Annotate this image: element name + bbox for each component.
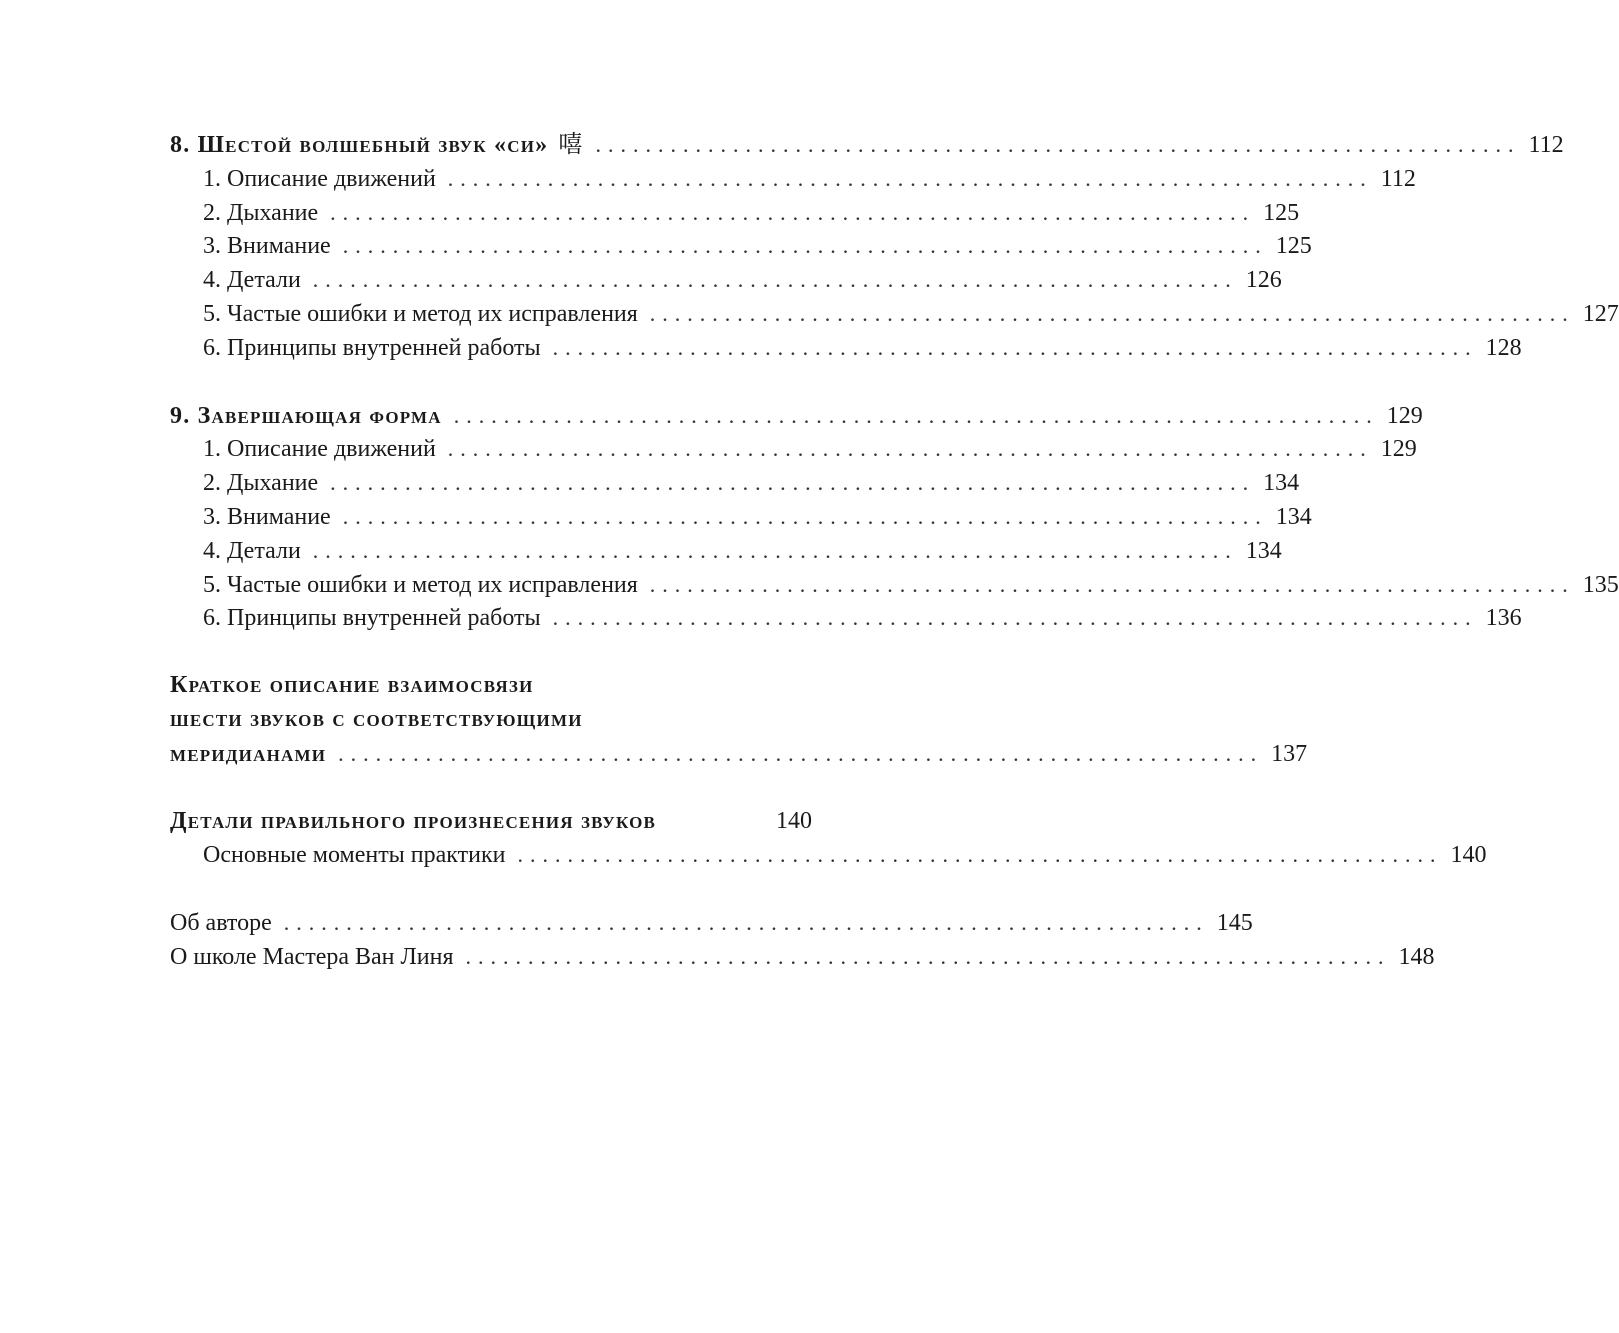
toc-page-number: 148 [1398,943,1435,970]
dot-leader: .......................................................................... [447,436,1373,462]
toc-entry-title: О школе Мастера Ван Линя [170,943,454,970]
toc-section-appendix [170,906,1435,974]
toc-heading[interactable] [170,805,812,839]
toc-entry-title: 4. Детали [203,267,301,294]
toc-entry-title: 3. Внимание [203,233,331,260]
dot-leader: .......................................................................... [552,334,1478,360]
toc-page-number: 145 [1216,910,1253,937]
dot-leader: .......................................................................... [465,943,1391,969]
toc-entry[interactable] [170,229,1312,263]
toc-entry[interactable] [170,838,1487,872]
toc-page-number: 125 [1263,199,1300,226]
toc-section-pronunciation [170,805,1487,873]
dot-leader: .......................................................................... [517,842,1443,868]
dot-leader: .......................................................................... [283,910,1209,936]
section-spacer [170,635,812,669]
toc-heading[interactable] [170,399,1423,433]
toc-entry[interactable] [170,297,1619,331]
toc-entry-title: 4. Детали [203,537,301,564]
dot-leader: .......................................................................... [312,267,1238,293]
toc-section-9 [170,399,1619,636]
toc-entry-title: 6. Принципы внутренней работы [203,605,541,632]
chinese-character-xi: 嘻 [558,130,584,158]
toc-entry[interactable] [170,568,1619,602]
toc-heading[interactable] [170,737,1308,771]
toc-section-8 [170,128,1619,365]
toc-entry-title: Об авторе [170,910,272,937]
toc-entry[interactable] [170,466,1300,500]
toc-page-number: 126 [1245,267,1282,294]
toc-heading-title: шести звуков с соответствующими [170,705,583,732]
toc-page-number: 127 [1582,300,1619,327]
table-of-contents [170,128,1619,974]
toc-entry-title: 2. Дыхание [203,199,319,226]
toc-entry-title: 5. Частые ошибки и метод их исправления [203,571,638,598]
dot-leader: .......................................................................... [342,233,1268,259]
toc-entry[interactable] [170,162,1416,196]
toc-entry-title: 2. Дыхание [203,470,319,497]
toc-entry-title: 3. Внимание [203,503,331,530]
toc-page-number: 129 [1380,436,1417,463]
toc-page-number: 134 [1245,537,1282,564]
dot-leader: .......................................................................... [312,537,1238,563]
toc-page-number: 128 [1485,334,1522,361]
section-spacer [170,872,812,906]
toc-entry-title: 1. Описание движений [203,165,436,192]
toc-section-summary [170,669,1308,770]
dot-leader: .......................................................................... [649,300,1575,326]
toc-entry-title: 5. Частые ошибки и метод их исправления [203,300,638,327]
toc-page-number: 140 [776,807,812,834]
toc-heading-title: 8. Шестой волшебный звук «си» [170,132,549,158]
toc-entry-title: 1. Описание движений [203,436,436,463]
dot-leader: .......................................................................... [552,605,1478,631]
dot-leader: .......................................................................... [342,503,1268,529]
toc-entry-title: 6. Принципы внутренней работы [203,334,541,361]
toc-entry[interactable] [170,534,1282,568]
section-spacer [170,365,812,399]
toc-entry[interactable] [170,500,1312,534]
toc-entry-title: Основные моменты практики [203,842,506,869]
toc-page-number: 140 [1450,842,1487,869]
toc-entry[interactable] [170,196,1300,230]
toc-page-number: 134 [1275,503,1312,530]
toc-heading-title: Краткое описание взаимосвязи [170,672,534,699]
toc-heading-title: Детали правильного произнесения звуков [170,807,657,834]
toc-page-number: 134 [1263,470,1300,497]
toc-page-number: 136 [1485,605,1522,632]
toc-entry[interactable] [170,263,1282,297]
dot-leader: .......................................................................... [453,402,1379,428]
toc-entry[interactable] [170,432,1417,466]
toc-heading-line[interactable] [170,669,812,703]
toc-heading-line[interactable] [170,703,812,737]
toc-entry[interactable] [170,906,1253,940]
toc-heading-title: меридианами [170,740,327,767]
dot-leader: .......................................................................... [447,165,1373,191]
toc-entry[interactable] [170,601,1522,635]
toc-entry[interactable] [170,940,1435,974]
dot-leader: .......................................................................... [595,132,1521,157]
toc-page-number: 112 [1380,165,1416,192]
section-spacer [170,771,812,805]
dot-leader: .......................................................................... [330,470,1256,496]
dot-leader: .......................................................................... [649,571,1575,597]
dot-leader: .......................................................................... [338,740,1264,766]
toc-page-number: 129 [1386,402,1423,429]
toc-page-number: 135 [1582,571,1619,598]
toc-entry[interactable] [170,331,1522,365]
toc-page-number: 125 [1275,233,1312,260]
toc-page-number: 112 [1528,132,1564,158]
toc-heading[interactable] [170,128,1564,162]
toc-heading-title: 9. Завершающая форма [170,402,442,429]
toc-page-number: 137 [1271,740,1308,767]
dot-leader: .......................................................................... [330,199,1256,225]
